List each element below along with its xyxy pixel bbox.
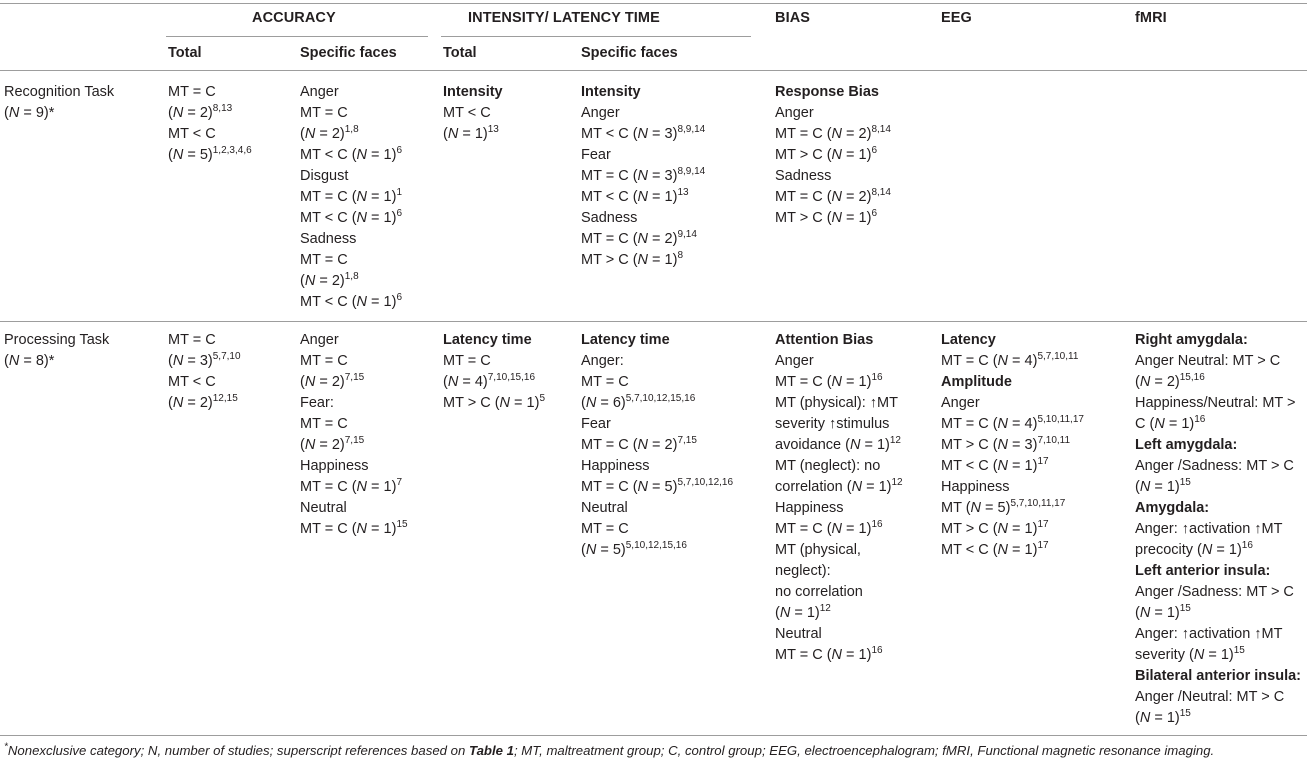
cell-line: (N = 2)$^{12,15}$ [168,393,238,411]
cell-line: MT = C (N = 1)$^1$ [300,187,402,205]
cell-line: (N = 2)$^{1,8}$ [300,271,359,289]
cell-line: MT < C (N = 1)$^{13}$ [581,187,689,205]
cell-line: Happiness [775,500,844,516]
cell-line: Anger Neutral: MT > C [1135,353,1281,369]
cell-line: Anger /Sadness: MT > C [1135,458,1294,474]
cell-line: MT > C (N = 3)$^{7,10,11}$ [941,435,1071,453]
cell-line: MT = C (N = 1)$^7$ [300,477,402,495]
cell-line: (N = 2)$^{8,13}$ [168,103,233,121]
intensity-total-cell [443,330,545,414]
cell-line: MT > C (N = 1)$^6$ [775,145,877,163]
table-top-rule [0,3,1307,4]
header-bottom-rule [0,70,1307,71]
cell-line: Anger [941,395,980,411]
cell-line: (N = 2)$^{1,8}$ [300,124,359,142]
intensity-specific-cell [581,330,733,561]
cell-line: MT = C [168,332,216,348]
cell-line: Sadness [581,210,638,226]
cell-line: Response Bias [775,84,879,100]
subheader-accuracy-total: Total [168,45,202,61]
cell-line: Fear: [300,395,334,411]
cell-line: (N = 3)$^{5,7,10}$ [168,351,241,369]
cell-line: Processing Task [4,332,110,348]
cell-line: (N = 6)$^{5,7,10,12,15,16}$ [581,393,696,411]
cell-line: (N = 9)* [4,105,55,121]
bias-cell [775,82,891,229]
cell-line: MT (physical): ↑MT [775,395,898,411]
cell-line: Happiness [300,458,369,474]
cell-line: MT > C (N = 1)$^5$ [443,393,545,411]
cell-line: MT = C (N = 5)$^{5,7,10,12,16}$ [581,477,734,495]
cell-line: Anger: ↑activation ↑MT [1135,626,1283,642]
subheader-intensity-specific: Specific faces [581,45,678,61]
header-accuracy: ACCURACY [252,10,336,26]
cell-line: Anger /Neutral: MT > C [1135,689,1285,705]
cell-line: Anger /Sadness: MT > C [1135,584,1294,600]
cell-line: MT (N = 5)$^{5,7,10,11,17}$ [941,498,1066,516]
cell-line: MT = C [300,416,348,432]
cell-line: Latency time [581,332,670,348]
cell-line: MT = C (N = 2)$^{8,14}$ [775,187,891,205]
cell-line: MT = C (N = 1)$^{15}$ [300,519,408,537]
cell-line: MT = C [168,84,216,100]
table-bottom-rule [0,735,1307,736]
cell-line: MT < C [168,374,216,390]
cell-line: C (N = 1)$^{16}$ [1135,414,1206,432]
cell-line: MT = C [581,374,629,390]
cell-line: MT (physical, [775,542,861,558]
intensity-total-cell [443,82,503,145]
cell-line: Anger [300,332,339,348]
cell-line: MT < C (N = 1)$^{17}$ [941,540,1049,558]
cell-line: MT = C [300,252,348,268]
header-intensity-latency: INTENSITY/ LATENCY TIME [468,10,660,26]
cell-line: Happiness/Neutral: MT > [1135,395,1296,411]
cell-line: (N = 1)$^{12}$ [775,603,831,621]
cell-line: Anger [775,353,814,369]
cell-line: Attention Bias [775,332,874,348]
cell-line: (N = 1)$^{15}$ [1135,477,1191,495]
cell-line: Amygdala: [1135,500,1210,516]
cell-line: Right amygdala: [1135,332,1248,348]
cell-line: (N = 4)$^{7,10,15,16}$ [443,372,536,390]
cell-line: MT = C (N = 3)$^{8,9,14}$ [581,166,706,184]
cell-line: MT < C (N = 3)$^{8,9,14}$ [581,124,706,142]
cell-line: Anger: [581,353,624,369]
bias-cell [775,330,903,666]
cell-line: Amplitude [941,374,1012,390]
cell-line: MT = C (N = 2)$^{7,15}$ [581,435,697,453]
accuracy-group-rule [166,36,428,37]
accuracy-specific-cell [300,330,408,540]
header-eeg: EEG [941,10,972,26]
cell-line: Left anterior insula: [1135,563,1271,579]
cell-line: MT = C [300,105,348,121]
intensity-group-rule [441,36,751,37]
cell-line: Anger [775,105,814,121]
cell-line: MT < C (N = 1)$^6$ [300,208,402,226]
cell-line: (N = 8)* [4,353,55,369]
cell-line: (N = 2)$^{15,16}$ [1135,372,1205,390]
intensity-specific-cell [581,82,705,271]
cell-line: MT < C (N = 1)$^{17}$ [941,456,1049,474]
row-divider-rule [0,321,1307,322]
cell-line: Sadness [775,168,832,184]
cell-line: MT = C (N = 1)$^{16}$ [775,519,883,537]
cell-line: MT = C (N = 1)$^{16}$ [775,372,883,390]
cell-line: Intensity [581,84,641,100]
cell-line: Neutral [581,500,628,516]
accuracy-specific-cell [300,82,402,313]
table-footnote: *Nonexclusive category; N, number of studies; superscript references based on Table 1; MT, maltreatment group; C, control group; EEG, electroencephalogram; fMRI, Functional magnetic resonance imaging. [4,741,1215,758]
cell-line: MT < C (N = 1)$^6$ [300,292,402,310]
cell-line: precocity (N = 1)$^{16}$ [1135,540,1253,558]
cell-line: Fear [581,416,611,432]
cell-line: Anger [300,84,339,100]
cell-line: Disgust [300,168,349,184]
accuracy-total-cell [168,330,241,414]
cell-line: Left amygdala: [1135,437,1238,453]
eeg-cell [941,330,1084,561]
cell-line: MT = C (N = 4)$^{5,10,11,17}$ [941,414,1084,432]
cell-line: severity ↑stimulus [775,416,890,432]
cell-line: Anger [581,105,620,121]
cell-line: (N = 2)$^{7,15}$ [300,435,365,453]
subheader-intensity-total: Total [443,45,477,61]
cell-line: MT = C (N = 2)$^{8,14}$ [775,124,891,142]
cell-line: MT < C [168,126,216,142]
accuracy-total-cell [168,82,252,166]
cell-line: avoidance (N = 1)$^{12}$ [775,435,901,453]
header-bias: BIAS [775,10,811,26]
cell-line: Latency [941,332,996,348]
cell-line: Happiness [581,458,650,474]
cell-line: Anger: ↑activation ↑MT [1135,521,1283,537]
cell-line: correlation (N = 1)$^{12}$ [775,477,903,495]
row-label [4,82,114,124]
cell-line: MT = C [300,353,348,369]
cell-line: Intensity [443,84,503,100]
cell-line: severity (N = 1)$^{15}$ [1135,645,1245,663]
cell-line: neglect): [775,563,831,579]
cell-line: Bilateral anterior insula: [1135,668,1301,684]
cell-line: no correlation [775,584,863,600]
cell-line: MT > C (N = 1)$^{17}$ [941,519,1049,537]
cell-line: (N = 1)$^{13}$ [443,124,499,142]
cell-line: MT > C (N = 1)$^8$ [581,250,683,268]
cell-line: MT (neglect): no [775,458,881,474]
row-label [4,330,109,372]
cell-line: Recognition Task [4,84,115,100]
fmri-cell [1135,330,1301,729]
cell-line: Happiness [941,479,1010,495]
cell-line: Neutral [300,500,347,516]
cell-line: MT = C (N = 2)$^{9,14}$ [581,229,697,247]
cell-line: MT < C (N = 1)$^6$ [300,145,402,163]
cell-line: Fear [581,147,611,163]
cell-line: Sadness [300,231,357,247]
cell-line: MT = C (N = 4)$^{5,7,10,11}$ [941,351,1079,369]
cell-line: Neutral [775,626,822,642]
cell-line: (N = 1)$^{15}$ [1135,603,1191,621]
cell-line: MT < C [443,105,491,121]
header-fmri: fMRI [1135,10,1167,26]
cell-line: MT = C [581,521,629,537]
cell-line: (N = 5)$^{1,2,3,4,6}$ [168,145,252,163]
cell-line: MT > C (N = 1)$^6$ [775,208,877,226]
subheader-accuracy-specific: Specific faces [300,45,397,61]
cell-line: (N = 5)$^{5,10,12,15,16}$ [581,540,687,558]
cell-line: MT = C [443,353,491,369]
cell-line: (N = 2)$^{7,15}$ [300,372,365,390]
cell-line: Latency time [443,332,532,348]
cell-line: (N = 1)$^{15}$ [1135,708,1191,726]
cell-line: MT = C (N = 1)$^{16}$ [775,645,883,663]
